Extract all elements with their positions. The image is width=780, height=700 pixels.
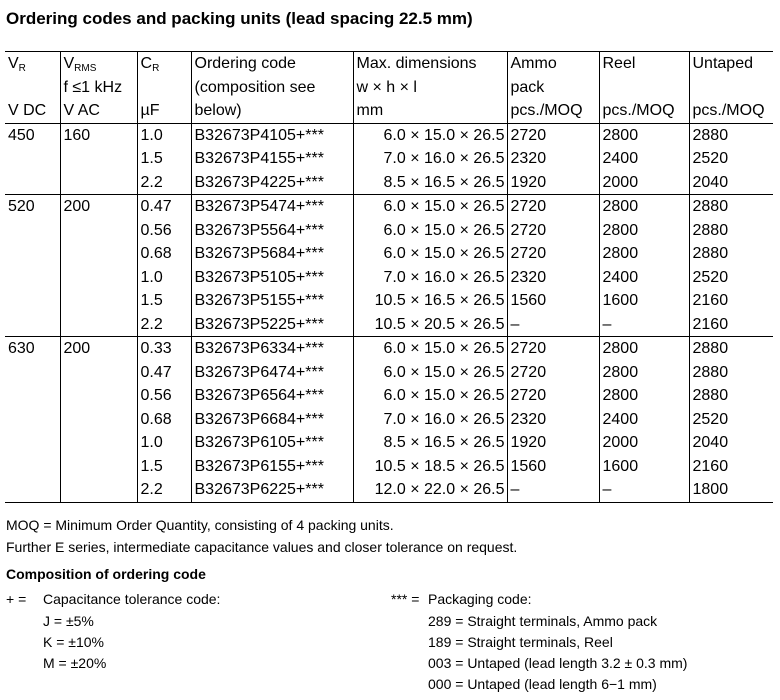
tolerance-symbol: + =: [6, 591, 27, 607]
cell-ammo: 2320: [507, 147, 599, 171]
cell-ammo: 2720: [507, 219, 599, 243]
header-cell: pcs./MOQ: [689, 99, 773, 123]
cell-capacitance: 2.2: [137, 478, 191, 502]
cell-dimensions: 8.5 × 16.5 × 26.5: [353, 431, 507, 455]
cell-ordering-code: B32673P4155+***: [191, 147, 353, 171]
cell-vrms: [60, 219, 137, 243]
header-cell: [689, 76, 773, 100]
header-cell: pack: [507, 76, 599, 100]
cell-ordering-code: B32673P6564+***: [191, 384, 353, 408]
cell-vr: 630: [8, 340, 35, 357]
cell-capacitance: 1.0: [137, 266, 191, 290]
cell-capacitance: 0.56: [137, 384, 191, 408]
packaging-item: 000 = Untaped (lead length 6−1 mm): [428, 676, 657, 692]
cell-vrms: [60, 478, 137, 502]
cell-untaped: 1800: [689, 478, 773, 502]
cell-untaped: 2880: [689, 337, 773, 361]
cell-capacitance: 1.5: [137, 455, 191, 479]
cell-reel: 2400: [599, 408, 689, 432]
packaging-item: 189 = Straight terminals, Reel: [428, 634, 613, 650]
cell-ordering-code: B32673P6684+***: [191, 408, 353, 432]
cell-vr: [5, 219, 60, 243]
header-cell: w × h × l: [353, 76, 507, 100]
table-row: [5, 266, 773, 290]
header-dimensions: Max. dimensions: [353, 52, 507, 76]
cell-dimensions: 6.0 × 15.0 × 26.5: [353, 361, 507, 385]
cell-vr: [5, 361, 60, 385]
cell-vrms: [60, 408, 137, 432]
cell-reel: 2400: [599, 266, 689, 290]
cell-vrms: 200: [60, 195, 137, 219]
header-cell: pcs./MOQ: [507, 99, 599, 123]
cell-ordering-code: B32673P4225+***: [191, 171, 353, 195]
cell-ammo: 1920: [507, 431, 599, 455]
table-row: [5, 289, 773, 313]
cell-capacitance: 0.68: [137, 242, 191, 266]
table-header: [5, 52, 773, 124]
table-row: [5, 361, 773, 385]
cell-vr: [5, 431, 60, 455]
cell-dimensions: 10.5 × 18.5 × 26.5: [353, 455, 507, 479]
cell-ordering-code: B32673P4105+***: [191, 123, 353, 147]
cell-dimensions: 7.0 × 16.0 × 26.5: [353, 408, 507, 432]
header-cell: f ≤1 kHz: [60, 76, 137, 100]
cell-ammo: 2720: [507, 384, 599, 408]
cell-ammo: 1560: [507, 289, 599, 313]
page-title: Ordering codes and packing units (lead spacing 22.5 mm): [6, 9, 473, 28]
cell-untaped: 2880: [689, 242, 773, 266]
cell-reel: 1600: [599, 455, 689, 479]
cell-reel: 2800: [599, 219, 689, 243]
cell-vrms: [60, 289, 137, 313]
header-cell: [5, 76, 60, 100]
table-row: [5, 384, 773, 408]
cell-dimensions: 7.0 × 16.0 × 26.5: [353, 147, 507, 171]
table-row: [5, 219, 773, 243]
cell-untaped: 2160: [689, 455, 773, 479]
cell-reel: 2800: [599, 361, 689, 385]
cell-vrms: 200: [60, 337, 137, 361]
cell-ordering-code: B32673P6474+***: [191, 361, 353, 385]
tolerance-item: M = ±20%: [43, 655, 107, 671]
cell-ammo: 2720: [507, 242, 599, 266]
cell-dimensions: 6.0 × 15.0 × 26.5: [353, 123, 507, 147]
cell-vrms: [60, 431, 137, 455]
cell-untaped: 2040: [689, 431, 773, 455]
packaging-item: 003 = Untaped (lead length 3.2 ± 0.3 mm): [428, 655, 688, 671]
header-ordering-code: Ordering code: [191, 52, 353, 76]
cell-capacitance: 1.5: [137, 147, 191, 171]
cell-untaped: 2880: [689, 361, 773, 385]
cell-vrms: [60, 455, 137, 479]
cell-vrms: [60, 266, 137, 290]
cell-capacitance: 2.2: [137, 171, 191, 195]
cell-vr: [5, 289, 60, 313]
table-row: [5, 313, 773, 337]
cell-reel: 2400: [599, 147, 689, 171]
cell-reel: 2000: [599, 431, 689, 455]
notes: [6, 514, 517, 558]
cell-untaped: 2160: [689, 313, 773, 337]
header-cell: below): [191, 99, 353, 123]
cell-vr: [5, 313, 60, 337]
cell-untaped: 2880: [689, 195, 773, 219]
cell-ordering-code: B32673P6225+***: [191, 478, 353, 502]
cell-vr: [5, 478, 60, 502]
note-moq: MOQ = Minimum Order Quantity, consisting of 4 packing units.: [6, 517, 394, 533]
cell-vrms: [60, 147, 137, 171]
cell-vr: [5, 171, 60, 195]
cell-dimensions: 6.0 × 15.0 × 26.5: [353, 219, 507, 243]
ordering-codes-table: [5, 51, 773, 503]
header-cell: V DC: [5, 99, 60, 123]
cell-reel: 2000: [599, 171, 689, 195]
voltage-group: [5, 123, 773, 195]
cell-ordering-code: B32673P5105+***: [191, 266, 353, 290]
cell-capacitance: 0.47: [137, 361, 191, 385]
cell-vrms: [60, 313, 137, 337]
cell-dimensions: 7.0 × 16.0 × 26.5: [353, 266, 507, 290]
cell-reel: 2800: [599, 123, 689, 147]
cell-ammo: 1560: [507, 455, 599, 479]
cell-capacitance: 1.0: [137, 123, 191, 147]
tolerance-item: J = ±5%: [43, 613, 94, 629]
cell-vr: 520: [8, 198, 35, 215]
header-reel: Reel: [599, 52, 689, 76]
voltage-group: [5, 337, 773, 503]
cell-vrms: [60, 242, 137, 266]
cell-ammo: 2720: [507, 123, 599, 147]
cell-capacitance: 0.33: [137, 337, 191, 361]
cell-reel: 2800: [599, 195, 689, 219]
cell-ammo: 2720: [507, 337, 599, 361]
cell-ordering-code: B32673P6155+***: [191, 455, 353, 479]
cell-reel: –: [599, 313, 689, 337]
cell-capacitance: 1.0: [137, 431, 191, 455]
table-row: [5, 171, 773, 195]
cell-untaped: 2040: [689, 171, 773, 195]
cell-ammo: 2720: [507, 195, 599, 219]
cell-dimensions: 8.5 × 16.5 × 26.5: [353, 171, 507, 195]
table-row: [5, 242, 773, 266]
cell-ammo: –: [507, 313, 599, 337]
header-untaped: Untaped: [689, 52, 773, 76]
cell-ordering-code: B32673P5225+***: [191, 313, 353, 337]
tolerance-item: K = ±10%: [43, 634, 104, 650]
header-vrms: $V_{RMS}$: [60, 52, 137, 76]
packaging-label: Packaging code:: [428, 591, 532, 607]
cell-untaped: 2520: [689, 147, 773, 171]
cell-dimensions: 6.0 × 15.0 × 26.5: [353, 384, 507, 408]
tolerance-label: Capacitance tolerance code:: [43, 591, 221, 607]
cell-capacitance: 0.56: [137, 219, 191, 243]
table-row: [5, 195, 773, 219]
cell-dimensions: 10.5 × 20.5 × 26.5: [353, 313, 507, 337]
header-cell: µF: [137, 99, 191, 123]
packaging-item: 289 = Straight terminals, Ammo pack: [428, 613, 658, 629]
cell-capacitance: 2.2: [137, 313, 191, 337]
cell-capacitance: 0.68: [137, 408, 191, 432]
table-row: [5, 337, 773, 361]
header-vr: $V_R$: [5, 52, 60, 76]
cell-ammo: 2720: [507, 361, 599, 385]
header-cell: pcs./MOQ: [599, 99, 689, 123]
cell-ordering-code: B32673P5564+***: [191, 219, 353, 243]
header-cell: (composition see: [191, 76, 353, 100]
cell-capacitance: 0.47: [137, 195, 191, 219]
cell-dimensions: 12.0 × 22.0 × 26.5: [353, 478, 507, 502]
cell-vrms: [60, 361, 137, 385]
cell-reel: 1600: [599, 289, 689, 313]
cell-ordering-code: B32673P6334+***: [191, 337, 353, 361]
cell-vr: [5, 408, 60, 432]
header-cell: mm: [353, 99, 507, 123]
cell-ammo: –: [507, 478, 599, 502]
cell-untaped: 2880: [689, 219, 773, 243]
cell-vr: [5, 242, 60, 266]
cell-untaped: 2880: [689, 123, 773, 147]
cell-reel: –: [599, 478, 689, 502]
cell-vrms: 160: [60, 123, 137, 147]
cell-untaped: 2880: [689, 384, 773, 408]
header-cell: [137, 76, 191, 100]
cell-ammo: 2320: [507, 408, 599, 432]
header-cr: $C_R$: [137, 52, 191, 76]
cell-capacitance: 1.5: [137, 289, 191, 313]
cell-vr: [5, 384, 60, 408]
cell-dimensions: 6.0 × 15.0 × 26.5: [353, 195, 507, 219]
header-ammo: Ammo: [507, 52, 599, 76]
cell-ammo: 1920: [507, 171, 599, 195]
cell-untaped: 2520: [689, 408, 773, 432]
cell-vr: [5, 266, 60, 290]
cell-dimensions: 6.0 × 15.0 × 26.5: [353, 337, 507, 361]
cell-vr: 450: [8, 126, 35, 144]
table-row: [5, 431, 773, 455]
cell-ammo: 2320: [507, 266, 599, 290]
table-row: [5, 408, 773, 432]
cell-reel: 2800: [599, 384, 689, 408]
cell-dimensions: 6.0 × 15.0 × 26.5: [353, 242, 507, 266]
table-row: [5, 123, 773, 147]
cell-ordering-code: B32673P5474+***: [191, 195, 353, 219]
voltage-group: [5, 195, 773, 337]
cell-reel: 2800: [599, 337, 689, 361]
note-series: Further E series, intermediate capacitance values and closer tolerance on request.: [6, 539, 518, 555]
cell-vr: [5, 455, 60, 479]
cell-ordering-code: B32673P5155+***: [191, 289, 353, 313]
table-row: [5, 455, 773, 479]
cell-dimensions: 10.5 × 16.5 × 26.5: [353, 289, 507, 313]
cell-vr: [5, 147, 60, 171]
packaging-symbol: *** =: [391, 591, 420, 607]
cell-vrms: [60, 384, 137, 408]
header-cell: [599, 76, 689, 100]
cell-ordering-code: B32673P5684+***: [191, 242, 353, 266]
cell-vrms: [60, 171, 137, 195]
cell-untaped: 2160: [689, 289, 773, 313]
header-cell: V AC: [60, 99, 137, 123]
cell-reel: 2800: [599, 242, 689, 266]
cell-untaped: 2520: [689, 266, 773, 290]
table-row: [5, 478, 773, 502]
composition-title: Composition of ordering code: [6, 566, 206, 582]
cell-ordering-code: B32673P6105+***: [191, 431, 353, 455]
table-row: [5, 147, 773, 171]
